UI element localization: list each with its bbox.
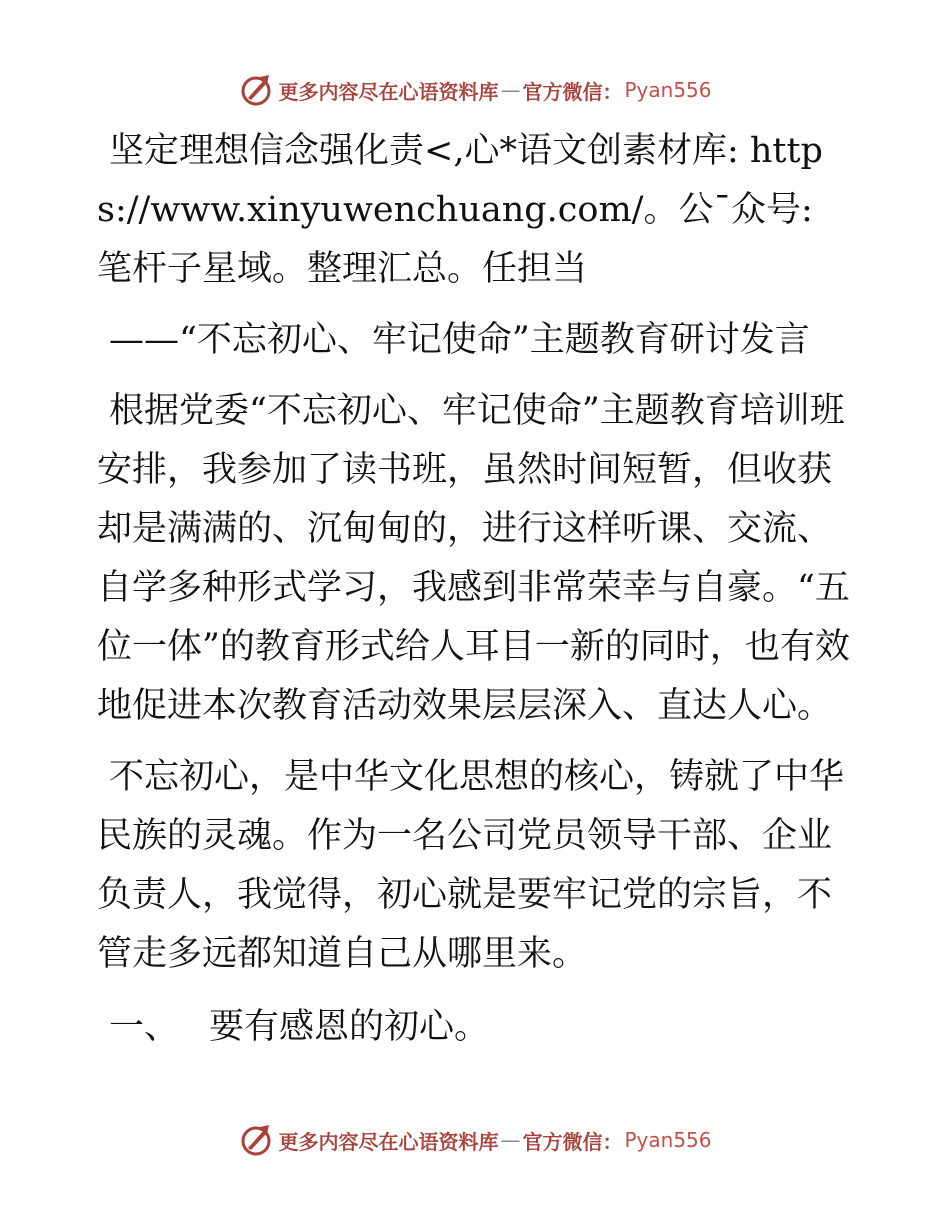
watermark-main-text: 更多内容尽在心语资料库 — [278, 1129, 499, 1154]
section-heading — [109, 998, 857, 1057]
watermark-header — [0, 70, 950, 110]
watermark-wechat-label: 官方微信： — [522, 1129, 623, 1154]
watermark-separator: — — [500, 78, 521, 102]
watermark-wechat-label: 官方微信： — [522, 79, 623, 104]
watermark-wechat-id: Pyan556 — [624, 1128, 712, 1152]
watermark-separator: — — [500, 1128, 521, 1152]
watermark-main-text: 更多内容尽在心语资料库 — [278, 79, 499, 104]
paragraph-2: 不忘初心，是中华文化思想的核心，铸就了中华民族的灵魂。作为一名公司党员领导干部、企业负责人，我觉得，初心就是要牢记党的宗旨，不管走多远都知道自己从哪里来。 — [97, 757, 845, 974]
section-heading-text: 要有感恩的初心。 — [209, 1007, 490, 1047]
section-number: 一、 — [109, 1007, 180, 1047]
document-body — [97, 122, 857, 1057]
document-title-block: 坚定理想信念强化责<,心*语文创素材库: https://www.xinyuwenchuang.com/。公¯众号: 笔杆子星域。整理汇总。任担当 — [97, 131, 823, 289]
watermark-footer — [0, 1120, 950, 1160]
watermark-wechat-id: Pyan556 — [624, 78, 712, 102]
quill-seal-icon — [238, 1122, 274, 1158]
document-subtitle: ——“不忘初心、牢记使命”主题教育研讨发言 — [109, 320, 810, 360]
paragraph-1: 根据党委“不忘初心、牢记使命”主题教育培训班安排，我参加了读书班，虽然时间短暂，但收获却是满满的、沉甸甸的，进行这样听课、交流、自学多种形式学习，我感到非常荣幸与自豪。“五位一体”的教育形式给人耳目一新的同时，也有效地促进本次教育活动效果层层深入、直达人心。 — [97, 391, 850, 726]
quill-seal-icon — [238, 72, 274, 108]
